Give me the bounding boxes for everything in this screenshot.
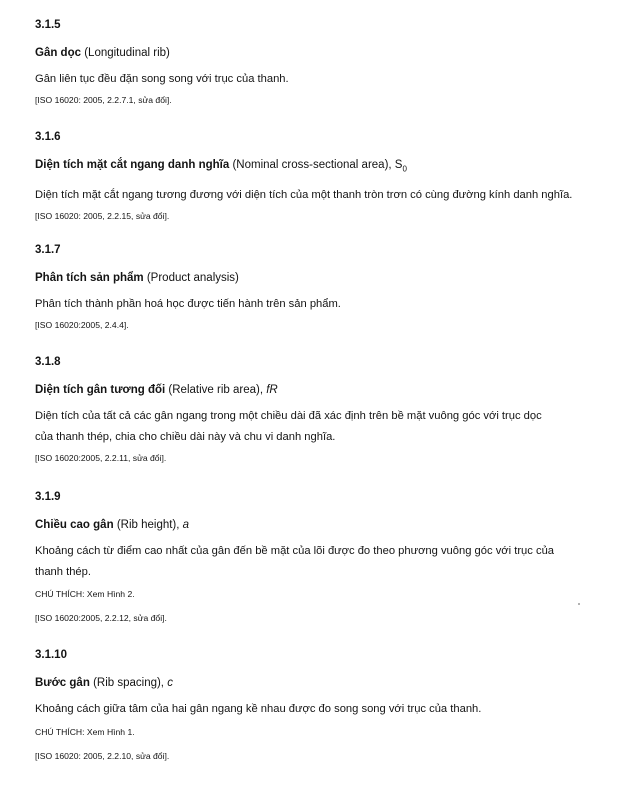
- term-symbol: a: [182, 519, 190, 531]
- term-english: (Rib spacing),: [93, 677, 165, 689]
- clause-number: 3.1.9: [35, 491, 61, 503]
- term-english: (Relative rib area),: [168, 384, 264, 396]
- term-definition: Khoảng cách giữa tâm của hai gân ngang kề nhau được đo song song với trục của thanh.: [35, 703, 482, 715]
- term-vietnamese: Bước gân: [35, 677, 90, 689]
- term-definition-line-2: thanh thép.: [35, 566, 91, 578]
- term-definition: Phân tích thành phần hoá học được tiến hành trên sản phẩm.: [35, 298, 341, 310]
- term-source: [ISO 16020:2005, 2.2.11, sửa đổi].: [35, 453, 167, 463]
- term-note: CHÚ THÍCH: Xem Hình 1.: [35, 727, 135, 737]
- term-source: [ISO 16020: 2005, 2.2.7.1, sửa đổi].: [35, 95, 172, 105]
- term-source: [ISO 16020:2005, 2.2.12, sửa đổi].: [35, 613, 167, 623]
- term-definition: Gân liên tục đều đặn song song với trục của thanh.: [35, 73, 289, 85]
- clause-number: 3.1.7: [35, 244, 61, 256]
- term-english: (Rib height),: [116, 519, 180, 531]
- clause-3-1-7: [35, 243, 595, 330]
- clause-3-1-5: [35, 18, 595, 105]
- term-vietnamese: Diện tích gân tương đối: [35, 384, 166, 396]
- term-heading: [35, 383, 595, 397]
- term-definition: Diện tích mặt cắt ngang tương đương với diện tích của một thanh tròn trơn có cùng đường kính danh nghĩa.: [35, 189, 573, 202]
- term-symbol-subscript: 0: [402, 164, 407, 174]
- term-heading: [35, 676, 595, 690]
- term-source: [ISO 16020: 2005, 2.2.15, sửa đổi].: [35, 211, 170, 222]
- term-definition-line-2: của thanh thép, chia cho chiều dài này và chu vi danh nghĩa.: [35, 431, 336, 443]
- term-english: (Nominal cross-sectional area), S: [232, 159, 403, 171]
- clause-3-1-9: [35, 490, 595, 623]
- term-heading: [35, 46, 595, 60]
- term-heading: [35, 518, 595, 532]
- term-heading: [35, 271, 595, 285]
- clause-3-1-6: [35, 130, 595, 222]
- term-definition-line-1: Khoảng cách từ điểm cao nhất của gân đến bề mặt của lõi được đo theo phương vuông góc với trục của: [35, 545, 555, 557]
- term-vietnamese: Chiều cao gân: [35, 519, 114, 531]
- clause-number: 3.1.6: [35, 131, 61, 143]
- term-vietnamese: Diện tích mặt cắt ngang danh nghĩa: [35, 159, 230, 171]
- term-symbol: c: [167, 677, 173, 689]
- scan-speck: [578, 603, 580, 605]
- clause-number: 3.1.8: [35, 356, 61, 368]
- clause-3-1-10: [35, 648, 595, 761]
- term-source: [ISO 16020:2005, 2.4.4].: [35, 320, 129, 330]
- term-english: (Longitudinal rib): [84, 47, 170, 59]
- term-heading: [35, 158, 595, 176]
- term-source: [ISO 16020: 2005, 2.2.10, sửa đổi].: [35, 751, 170, 761]
- term-english: (Product analysis): [146, 272, 239, 284]
- term-note: CHÚ THÍCH: Xem Hình 2.: [35, 589, 135, 599]
- clause-3-1-8: [35, 355, 595, 463]
- term-definition-line-1: Diện tích của tất cả các gân ngang trong một chiều dài đã xác định trên bề mặt vuông góc với trục dọc: [35, 410, 542, 422]
- clause-number: 3.1.10: [35, 649, 67, 661]
- clause-number: 3.1.5: [35, 19, 61, 31]
- term-symbol: fR: [266, 384, 278, 396]
- term-vietnamese: Phân tích sản phẩm: [35, 272, 144, 284]
- term-vietnamese: Gân dọc: [35, 47, 82, 59]
